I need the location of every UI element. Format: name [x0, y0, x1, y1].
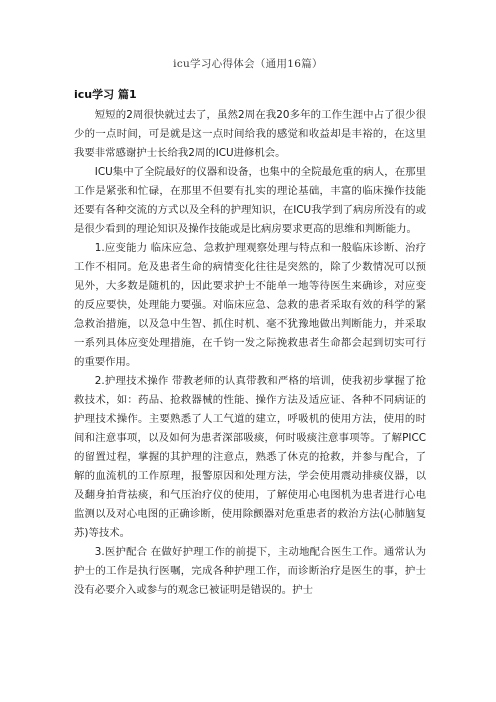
paragraph-doctor-nurse-cooperation: 3.医护配合 在做好护理工作的前提下，主动地配合医生工作。通常认为护士的工作是执行医嘱，完成各种护理工作，而诊断治疗是医生的事，护士没有必要介入或参与的观念已被证明是错误的。护士: [74, 546, 426, 596]
paragraph-nursing-skills: 2.护理技术操作 带教老师的认真带教和严格的培训，使我初步掌握了抢救技术，如：药品、抢救器械的性能、操作方法及适应证、各种不同病证的护理技术操作。主要熟悉了人工气道的建立，呼吸机的使用方法，使用的时间和注意事项，以及如何为患者深部吸痰，何时吸痰注意事项等。了解PICC的留置过程，掌握的其护理的注意点，熟悉了休克的抢救，并参与配合，了解的血流机的工作原理，报警原因和处理方法，学会使用震动排痰仪器，以及翻身拍背祛痰，和气压治疗仪的使用，了解使用心电图机为患者进行心电监测以及对心电图的正确诊断，使用除颤器对危重患者的救治方法(心肺脑复苏)等技术。: [74, 375, 426, 539]
paragraph-icu-overview: ICU集中了全院最好的仪器和设备，也集中的全院最危重的病人，在那里工作是紧张和忙碌，在那里不但要有扎实的理论基础，丰富的临床操作技能还要有各种交流的方式以及全科的护理知识，在ICU我学到了病房所没有的或是很少看到的理论知识及操作技能或是比病房要求更高的思维和判断能力。: [74, 166, 426, 235]
document-title: icu学习心得体会（通用16篇）: [173, 58, 323, 70]
paragraph-intro: 短短的2周很快就过去了，虽然2周在我20多年的工作生涯中占了很少很少的一点时间，可是就是这一点时间给我的感觉和收益却是丰裕的，在这里我要非常感谢护士长给我2周的ICU进修机会。: [74, 109, 426, 159]
paragraph-adaptability: 1.应变能力 临床应急、急救护理观察处理与特点和一般临床诊断、治疗工作不相同。危及患者生命的病情变化往往是突然的，除了少数情况可以预见外，大多数是随机的，因此要求护士不能单一地等待医生来确诊，对应变的反应要快，处理能力要强。对临床应急、急救的患者采取有效的科学的紧急救治措施，以及急中生智、抓住时机、毫不犹豫地做出判断能力，并采取一系列具体应变处理措施，在千钧一发之际挽救患者生命都会起到切实可行的重要作用。: [74, 242, 426, 368]
document-body: [74, 106, 426, 600]
section-heading: icu学习 篇1: [74, 88, 137, 101]
